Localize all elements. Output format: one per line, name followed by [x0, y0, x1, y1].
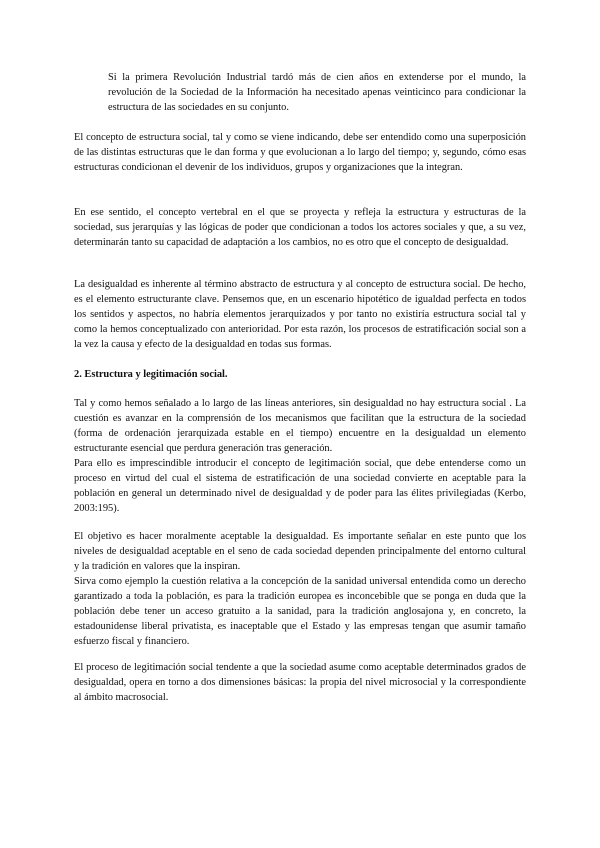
paragraph-moral-acceptance: El objetivo es hacer moralmente aceptable la desigualdad. Es importante señalar en este punto que los niveles de desigualdad aceptable en el seno de cada sociedad dependen principalmente del entorno cultural y la tradición en valores que la inspiran. — [74, 531, 526, 572]
paragraph-legitimation-concept: Para ello es imprescindible introducir el concepto de legitimación social, que debe entenderse como un proceso en virtud del cual el sistema de estratificación de una sociedad convierte en aceptable para la población en general un determinado nivel de desigualdad y de poder para las élites privilegiadas (Kerbo, 2003:195). — [74, 458, 526, 514]
paragraph-inequality-concept: En ese sentido, el concepto vertebral en el que se proyecta y refleja la estructura y estructuras de la sociedad, sus jerarquías y las lógicas de poder que condicionan a todos los actores sociales y que, a su vez, determinarán tanto su capacidad de adaptación a los cambios, no es otro que el concepto de desigualdad. — [74, 207, 526, 248]
block-quote: Si la primera Revolución Industrial tardó más de cien años en extenderse por el mundo, la revolución de la Sociedad de la Información ha necesitado apenas veinticinco para condicionar la estructura de las sociedades en su conjunto. — [108, 72, 526, 113]
paragraph-structure-concept: El concepto de estructura social, tal y como se viene indicando, debe ser entendido como una superposición de las distintas estructuras que le dan forma y que evolucionan a lo largo del tiempo; y, segundo, cómo esas estructuras condicionan el devenir de los individuos, grupos y organizaciones que la integran. — [74, 132, 526, 173]
paragraph-inequality-inherent: La desigualdad es inherente al término abstracto de estructura y al concepto de estructura social. De hecho, es el elemento estructurante clave. Pensemos que, en un escenario hipotético de igualdad perfecta en todos los sentidos y aspectos, no habría elementos jerarquizados y por tanto no existiría estructura social tal y como la hemos conceptualizado con anterioridad. Por esta razón, los procesos de estratificación social son a la vez la causa y efecto de la desigualdad en todas sus formas. — [74, 279, 526, 350]
paragraph-legitimation-dimensions: El proceso de legitimación social tendente a que la sociedad asume como aceptable determinados grados de desigualdad, opera en torno a dos dimensiones básicas: la propia del nivel microsocial y la correspondiente al ámbito macrosocial. — [74, 662, 526, 703]
paragraph-healthcare-example: Sirva como ejemplo la cuestión relativa a la concepción de la sanidad universal entendida como un derecho garantizado a toda la población, es para la tradición europea es inconcebible que se ponga en duda que la población debe tener un acceso gratuito a la sanidad, para la tradición anglosajona y, en concreto, la estadounidense liberal privatista, es inaceptable que el Estado y las empresas tengan que asumir tamaño esfuerzo fiscal y financiero. — [74, 576, 526, 647]
paragraph-no-structure-without-inequality: Tal y como hemos señalado a lo largo de las líneas anteriores, sin desigualdad no hay estructura social . La cuestión es avanzar en la comprensión de los mecanismos que facilitan que la estructura de la sociedad (forma de ordenación jerarquizada estable en el tiempo) encuentre en la desigualdad un elemento estructurante esencial que perdura generación tras generación. — [74, 398, 526, 454]
section-heading: 2. Estructura y legitimación social. — [74, 369, 228, 380]
